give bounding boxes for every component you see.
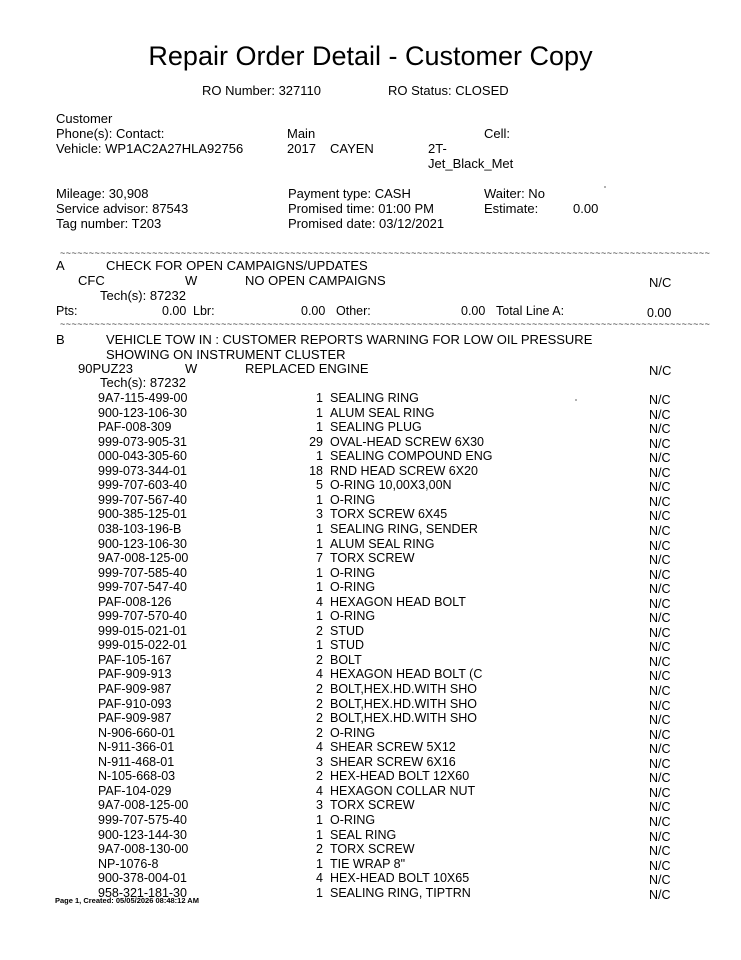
part-charge: N/C <box>649 553 671 568</box>
part-description: HEXAGON HEAD BOLT (C <box>330 667 483 682</box>
part-quantity: 2 <box>316 842 323 857</box>
part-row <box>0 828 741 843</box>
part-row <box>0 435 741 450</box>
part-row <box>0 682 741 697</box>
part-number: PAF-008-309 <box>98 420 172 435</box>
line-a-techs: Tech(s): 87232 <box>100 288 186 303</box>
part-charge: N/C <box>649 567 671 582</box>
estimate-value: 0.00 <box>573 201 599 216</box>
part-charge: N/C <box>649 785 671 800</box>
phones-label: Phone(s): Contact: <box>56 126 165 141</box>
part-quantity: 2 <box>316 652 323 667</box>
part-description: BOLT,HEX.HD.WITH SHO <box>330 696 478 711</box>
line-b-letter: B <box>56 332 65 347</box>
line-a-op-code: CFC <box>78 273 105 288</box>
part-row <box>0 857 741 872</box>
part-description: STUD <box>330 623 365 638</box>
payment-type: Payment type: CASH <box>288 186 411 201</box>
part-number: 999-707-603-40 <box>98 478 187 493</box>
lbr-label: Lbr: <box>193 304 215 318</box>
part-number: 9A7-008-125-00 <box>98 551 189 566</box>
part-number: N-105-668-03 <box>98 769 176 784</box>
part-quantity: 1 <box>316 565 323 580</box>
part-description: TIE WRAP 8" <box>330 856 406 871</box>
vehicle-color-name: Jet_Black_Met <box>428 156 514 171</box>
part-row <box>0 667 741 682</box>
part-charge: N/C <box>649 393 671 407</box>
part-charge: N/C <box>649 640 671 655</box>
part-number: 900-385-125-01 <box>98 507 187 522</box>
part-charge: N/C <box>649 422 671 437</box>
separator-line: ~~~~~~~~~~~~~~~~~~~~~~~~~~~~~~~~~~~~~~~~~~~~~~~~~~~~~~~~~~~~~~~~~~~~~~~~~~~~~~~~~~~~~~~~~~~~~~~~~~~~~~~~~~~~~~~~~ <box>60 248 711 258</box>
line-a-charge: N/C <box>649 275 672 290</box>
part-number: 999-707-575-40 <box>98 812 187 827</box>
part-quantity: 1 <box>316 638 323 653</box>
part-charge: N/C <box>649 407 671 422</box>
part-row <box>0 420 741 435</box>
part-charge: N/C <box>649 800 671 815</box>
part-number: 999-707-585-40 <box>98 565 187 580</box>
part-number: N-911-366-01 <box>98 740 175 755</box>
part-description: HEX-HEAD BOLT 10X65 <box>330 871 470 886</box>
service-advisor: Service advisor: 87543 <box>56 201 189 216</box>
part-quantity: 4 <box>316 783 323 798</box>
part-row <box>0 493 741 508</box>
part-description: ALUM SEAL RING <box>330 405 435 420</box>
part-number: 999-073-905-31 <box>98 434 187 449</box>
part-number: PAF-104-029 <box>98 783 172 798</box>
part-number: 900-123-106-30 <box>98 536 187 551</box>
part-quantity: 1 <box>316 521 323 536</box>
scan-speck <box>575 399 577 401</box>
part-quantity: 4 <box>316 667 323 682</box>
mileage: Mileage: 30,908 <box>56 186 149 201</box>
part-description: SHEAR SCREW 5X12 <box>330 740 456 755</box>
part-description: TORX SCREW <box>330 798 415 813</box>
part-row <box>0 449 741 464</box>
part-description: ALUM SEAL RING <box>330 536 435 551</box>
line-b-title-2: SHOWING ON INSTRUMENT CLUSTER <box>106 347 346 362</box>
part-number: 9A7-008-125-00 <box>98 798 189 813</box>
part-quantity: 2 <box>316 623 323 638</box>
part-row <box>0 638 741 653</box>
part-row <box>0 798 741 813</box>
separator-line: ~~~~~~~~~~~~~~~~~~~~~~~~~~~~~~~~~~~~~~~~~~~~~~~~~~~~~~~~~~~~~~~~~~~~~~~~~~~~~~~~~~~~~~~~~~~~~~~~~~~~~~~~~~~~~~~~~ <box>60 319 711 329</box>
part-charge: N/C <box>649 727 671 742</box>
line-a-title: CHECK FOR OPEN CAMPAIGNS/UPDATES <box>106 258 368 273</box>
vehicle-model: CAYEN <box>330 141 374 156</box>
part-charge: N/C <box>649 844 671 859</box>
part-number: 900-123-144-30 <box>98 827 187 842</box>
part-row <box>0 871 741 886</box>
page-title: Repair Order Detail - Customer Copy <box>148 41 593 71</box>
part-description: OVAL-HEAD SCREW 6X30 <box>330 434 484 449</box>
part-quantity: 2 <box>316 711 323 726</box>
line-b-op-code: 90PUZ23 <box>78 361 133 376</box>
part-number: PAF-910-093 <box>98 696 172 711</box>
part-charge: N/C <box>649 684 671 698</box>
part-number: 000-043-305-60 <box>98 449 187 464</box>
part-description: O-RING 10,00X3,00N <box>330 478 452 493</box>
other-label: Other: <box>336 304 371 318</box>
part-number: 9A7-115-499-00 <box>98 391 188 405</box>
part-quantity: 1 <box>316 827 323 842</box>
part-description: O-RING <box>330 609 376 624</box>
part-description: SEAL RING <box>330 827 397 842</box>
part-quantity: 1 <box>316 609 323 624</box>
part-quantity: 1 <box>316 449 323 464</box>
part-row <box>0 711 741 726</box>
part-number: N-906-660-01 <box>98 725 176 740</box>
ro-number: RO Number: 327110 <box>202 83 321 98</box>
part-number: 999-707-547-40 <box>98 580 187 595</box>
part-description: TORX SCREW <box>330 551 415 566</box>
part-row <box>0 522 741 537</box>
total-line-a-label: Total Line A: <box>496 304 565 318</box>
part-row <box>0 595 741 610</box>
part-description: SEALING RING <box>330 391 419 405</box>
part-quantity: 4 <box>316 740 323 755</box>
part-quantity: 7 <box>316 551 323 566</box>
part-charge: N/C <box>649 771 671 786</box>
part-description: HEXAGON COLLAR NUT <box>330 783 476 798</box>
part-row <box>0 740 741 755</box>
part-quantity: 1 <box>316 492 323 507</box>
part-row <box>0 842 741 857</box>
part-number: 900-378-004-01 <box>98 871 187 886</box>
line-b-pay-type: W <box>185 361 198 376</box>
main-phone-label: Main <box>287 126 316 141</box>
part-number: 999-015-022-01 <box>98 638 187 653</box>
part-number: PAF-909-987 <box>98 682 172 696</box>
promised-time: Promised time: 01:00 PM <box>288 201 434 216</box>
part-description: RND HEAD SCREW 6X20 <box>330 463 478 478</box>
part-number: PAF-105-167 <box>98 652 172 667</box>
part-number: 9A7-008-130-00 <box>98 842 189 857</box>
part-row <box>0 478 741 493</box>
part-quantity: 2 <box>316 769 323 784</box>
part-number: 999-073-344-01 <box>98 463 187 478</box>
part-number: 038-103-196-B <box>98 521 182 536</box>
part-quantity: 4 <box>316 871 323 886</box>
part-row <box>0 391 741 406</box>
part-number: PAF-008-126 <box>98 594 172 609</box>
part-quantity: 1 <box>316 405 323 420</box>
part-quantity: 1 <box>316 812 323 827</box>
part-charge: N/C <box>649 756 671 771</box>
part-charge: N/C <box>649 669 671 684</box>
line-b-title-1: VEHICLE TOW IN : CUSTOMER REPORTS WARNING FOR LOW OIL PRESSURE <box>106 332 593 347</box>
estimate-label: Estimate: <box>484 201 539 216</box>
part-row <box>0 537 741 552</box>
part-charge: N/C <box>649 625 671 640</box>
part-quantity: 5 <box>316 478 323 493</box>
part-quantity: 1 <box>316 856 323 871</box>
part-row <box>0 406 741 421</box>
part-number: PAF-909-987 <box>98 711 172 726</box>
part-description: STUD <box>330 638 365 653</box>
part-row <box>0 755 741 770</box>
part-quantity: 2 <box>316 696 323 711</box>
vehicle-vin: Vehicle: WP1AC2A27HLA92756 <box>56 141 244 156</box>
lbr-value: 0.00 <box>301 304 326 318</box>
pts-value: 0.00 <box>162 304 187 318</box>
part-charge: N/C <box>649 538 671 553</box>
part-row <box>0 566 741 581</box>
part-description: O-RING <box>330 725 376 740</box>
part-description: SEALING RING, SENDER <box>330 521 478 536</box>
vehicle-year: 2017 <box>287 141 316 156</box>
part-number: 999-707-567-40 <box>98 492 187 507</box>
part-row <box>0 653 741 668</box>
part-description: O-RING <box>330 580 376 595</box>
part-row <box>0 624 741 639</box>
part-charge: N/C <box>649 509 671 524</box>
line-b-description: REPLACED ENGINE <box>245 361 369 376</box>
part-description: SEALING PLUG <box>330 420 422 435</box>
ro-status: RO Status: CLOSED <box>388 83 509 98</box>
part-description: HEX-HEAD BOLT 12X60 <box>330 769 470 784</box>
part-number: 900-123-106-30 <box>98 405 187 420</box>
vehicle-color-code: 2T- <box>428 141 447 156</box>
part-row <box>0 813 741 828</box>
part-quantity: 18 <box>309 463 323 478</box>
part-charge: N/C <box>649 465 671 480</box>
line-a-letter: A <box>56 258 65 273</box>
scan-speck <box>604 186 606 188</box>
part-charge: N/C <box>649 887 671 902</box>
part-charge: N/C <box>649 582 671 597</box>
part-quantity: 3 <box>316 507 323 522</box>
part-row <box>0 726 741 741</box>
part-quantity: 4 <box>316 594 323 609</box>
part-quantity: 2 <box>316 725 323 740</box>
part-number: N-911-468-01 <box>98 754 175 769</box>
part-charge: N/C <box>649 436 671 451</box>
part-row <box>0 609 741 624</box>
part-description: HEXAGON HEAD BOLT <box>330 594 466 609</box>
part-number: 999-015-021-01 <box>98 623 187 638</box>
promised-date: Promised date: 03/12/2021 <box>288 216 445 231</box>
part-quantity: 1 <box>316 391 323 405</box>
line-a-pay-type: W <box>185 273 198 288</box>
total-line-a-value: 0.00 <box>647 306 672 320</box>
tag-number: Tag number: T203 <box>56 216 162 231</box>
part-description: BOLT <box>330 652 362 667</box>
part-row <box>0 551 741 566</box>
part-number: NP-1076-8 <box>98 856 159 871</box>
line-b-charge: N/C <box>649 363 672 378</box>
part-description: SEALING COMPOUND ENG <box>330 449 493 464</box>
part-charge: N/C <box>649 742 671 757</box>
pts-label: Pts: <box>56 304 78 318</box>
part-description: SEALING RING, TIPTRN <box>330 885 471 900</box>
part-quantity: 29 <box>309 434 323 449</box>
part-description: SHEAR SCREW 6X16 <box>330 754 456 769</box>
line-a-description: NO OPEN CAMPAIGNS <box>245 273 386 288</box>
part-description: O-RING <box>330 565 376 580</box>
part-charge: N/C <box>649 494 671 509</box>
part-quantity: 2 <box>316 682 323 696</box>
part-quantity: 3 <box>316 754 323 769</box>
part-row <box>0 580 741 595</box>
part-charge: N/C <box>649 523 671 538</box>
part-charge: N/C <box>649 858 671 873</box>
waiter: Waiter: No <box>484 186 545 201</box>
part-quantity: 1 <box>316 885 323 900</box>
part-description: TORX SCREW <box>330 842 415 857</box>
part-row <box>0 697 741 712</box>
part-charge: N/C <box>649 814 671 829</box>
part-charge: N/C <box>649 698 671 713</box>
customer-label: Customer <box>56 111 113 126</box>
part-row <box>0 769 741 784</box>
part-row <box>0 784 741 799</box>
part-charge: N/C <box>649 873 671 888</box>
part-row <box>0 507 741 522</box>
part-charge: N/C <box>649 611 671 626</box>
part-description: O-RING <box>330 492 376 507</box>
part-charge: N/C <box>649 480 671 495</box>
part-description: TORX SCREW 6X45 <box>330 507 448 522</box>
page-footer: Page 1, Created: 05/05/2026 08:48:12 AM <box>55 896 199 905</box>
part-description: O-RING <box>330 812 376 827</box>
part-charge: N/C <box>649 829 671 844</box>
cell-phone-label: Cell: <box>484 126 511 141</box>
part-charge: N/C <box>649 451 671 466</box>
part-number: 999-707-570-40 <box>98 609 187 624</box>
part-row <box>0 464 741 479</box>
part-quantity: 3 <box>316 798 323 813</box>
part-quantity: 1 <box>316 536 323 551</box>
part-description: BOLT,HEX.HD.WITH SHO <box>330 682 478 696</box>
part-charge: N/C <box>649 654 671 669</box>
part-quantity: 1 <box>316 580 323 595</box>
line-b-techs: Tech(s): 87232 <box>100 375 186 390</box>
part-number: PAF-909-913 <box>98 667 172 682</box>
other-value: 0.00 <box>461 304 486 318</box>
part-quantity: 1 <box>316 420 323 435</box>
part-number: 958-321-181-30 <box>98 885 187 900</box>
part-charge: N/C <box>649 596 671 611</box>
part-description: BOLT,HEX.HD.WITH SHO <box>330 711 478 726</box>
part-charge: N/C <box>649 713 671 728</box>
